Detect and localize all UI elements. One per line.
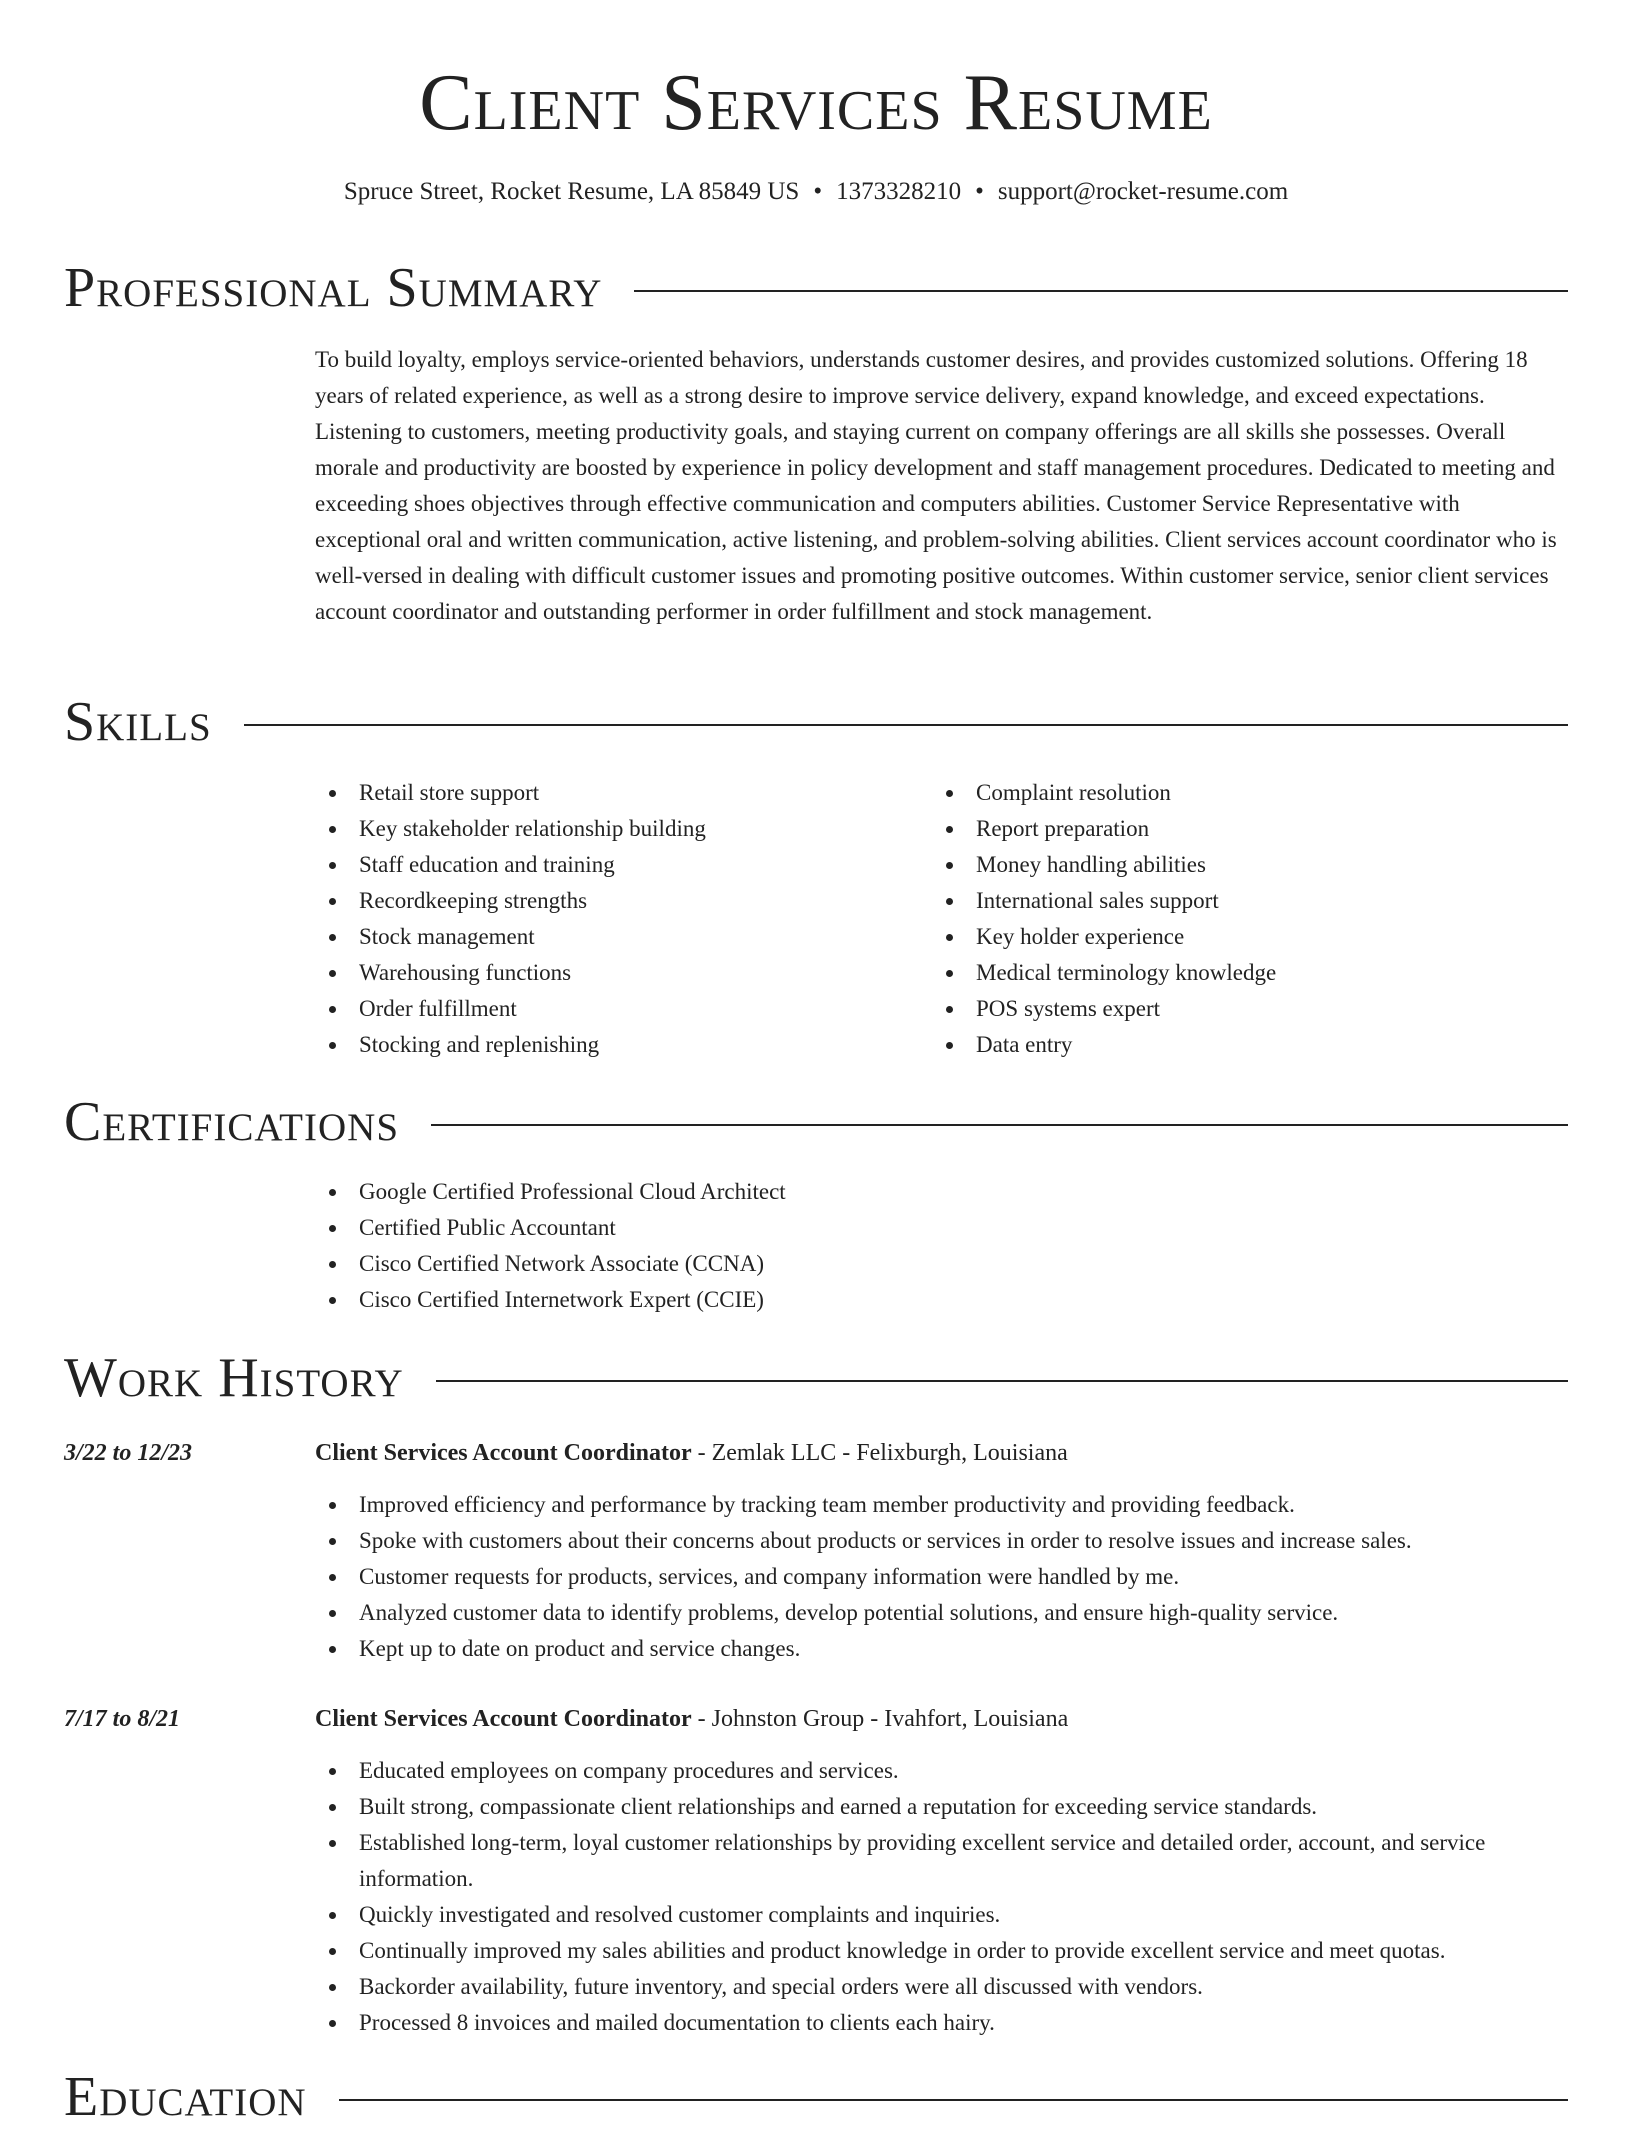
skill-item: Medical terminology knowledge [932,955,1549,991]
job-bullet: Built strong, compassionate client relationships and earned a reputation for exceeding service standards. [315,1789,1568,1825]
job-bullet: Analyzed customer data to identify problems, develop potential solutions, and ensure high-quality service. [315,1595,1568,1631]
job-entry [64,1435,1568,1667]
job-bullet: Improved efficiency and performance by tracking team member productivity and providing feedback. [315,1487,1568,1523]
skills-list [315,775,1568,1063]
contact-line [0,172,1632,212]
job-bullet: Backorder availability, future inventory, and special orders were all discussed with vendors. [315,1969,1568,2005]
certification-item: Cisco Certified Network Associate (CCNA) [315,1246,1568,1282]
separator: • [975,178,984,205]
job-bullet: Customer requests for products, services, and company information were handled by me. [315,1559,1568,1595]
skill-item: Stock management [315,919,932,955]
skill-item: Stocking and replenishing [315,1027,932,1063]
job-bullet: Established long-term, loyal customer relationships by providing excellent service and detailed order, account, and service information. [315,1825,1568,1897]
section-divider [431,1124,1568,1126]
certification-item: Google Certified Professional Cloud Architect [315,1174,1568,1210]
section-divider [339,2099,1568,2101]
skill-item: Retail store support [315,775,932,811]
section-title: Skills [64,691,212,753]
work-history-section [64,1343,1568,2041]
education-section [64,2062,1568,2132]
section-title: Certifications [64,1091,400,1153]
section-divider [244,724,1568,726]
section-header [64,2062,1568,2132]
summary-section [64,253,1568,630]
job-dates: 7/17 to 8/21 [64,1706,181,1732]
section-header [64,1343,1568,1413]
job-header [315,1701,1568,1737]
certifications-body [315,1174,1568,1318]
phone: 1373328210 [836,178,962,205]
job-bullet: Spoke with customers about their concerns about products or services in order to resolve issues and increase sales. [315,1523,1568,1559]
skill-item: Key stakeholder relationship building [315,811,932,847]
skill-item: Key holder experience [932,919,1549,955]
section-divider [436,1380,1568,1382]
summary-text: To build loyalty, employs service-oriented behaviors, understands customer desires, and provides customized solutions. Offering 18 years of related experience, as well as a strong desire to improve service delivery, expand knowledge, and exceed expectations. Listening to customers, meeting productivity goals, and staying current on company offerings are all skills she possesses. Overall morale and productivity are boosted by experience in policy development and staff management procedures. Dedicated to meeting and exceeding shoes objectives through effective communication and computers abilities. Customer Service Representative with exceptional oral and written communication, active listening, and problem-solving abilities. Client services account coordinator who is well-versed in dealing with difficult customer issues and promoting positive outcomes. Within customer service, senior client services account coordinator and outstanding performer in order fulfillment and stock management. [315,347,1557,624]
job-bullet: Continually improved my sales abilities and product knowledge in order to provide excellent service and meet quotas. [315,1933,1568,1969]
job-entry [64,1701,1568,2041]
certification-item: Cisco Certified Internetwork Expert (CCIE) [315,1282,1568,1318]
job-details: - Zemlak LLC - Felixburgh, Louisiana [691,1440,1068,1466]
section-title: Professional Summary [64,257,603,319]
skills-column-left [315,775,932,1063]
job-bullet: Kept up to date on product and service changes. [315,1631,1568,1667]
section-header [64,253,1568,323]
skill-item: International sales support [932,883,1549,919]
skill-item: Recordkeeping strengths [315,883,932,919]
section-header [64,1087,1568,1157]
skill-item: Warehousing functions [315,955,932,991]
job-bullets [315,1753,1568,2041]
certifications-section [64,1087,1568,1318]
skill-item: Money handling abilities [932,847,1549,883]
skill-item: Report preparation [932,811,1549,847]
email: support@rocket-resume.com [997,178,1289,205]
skill-item: Order fulfillment [315,991,932,1027]
skill-item: Complaint resolution [932,775,1549,811]
summary-body [315,342,1568,630]
job-details: - Johnston Group - Ivahfort, Louisiana [691,1706,1069,1732]
skills-section [64,687,1568,1063]
job-bullets [315,1487,1568,1667]
certifications-list [315,1174,1568,1318]
job-bullet: Processed 8 invoices and mailed documentation to clients each hairy. [315,2005,1568,2041]
section-title: Education [64,2066,307,2128]
section-divider [634,290,1568,292]
job-role: Client Services Account Coordinator [315,1440,692,1466]
section-header [64,687,1568,757]
job-bullet: Educated employees on company procedures and services. [315,1753,1568,1789]
job-dates: 3/22 to 12/23 [64,1440,193,1466]
skills-column-right [932,775,1549,1063]
section-title: Work History [64,1347,404,1409]
job-bullet: Quickly investigated and resolved customer complaints and inquiries. [315,1897,1568,1933]
job-role: Client Services Account Coordinator [315,1706,692,1732]
separator: • [813,178,823,205]
resume-title: Client Services Resume [419,59,1213,147]
address: Spruce Street, Rocket Resume, LA 85849 US [343,178,800,205]
job-header [315,1435,1568,1471]
skill-item: Data entry [932,1027,1549,1063]
skill-item: POS systems expert [932,991,1549,1027]
skill-item: Staff education and training [315,847,932,883]
certification-item: Certified Public Accountant [315,1210,1568,1246]
